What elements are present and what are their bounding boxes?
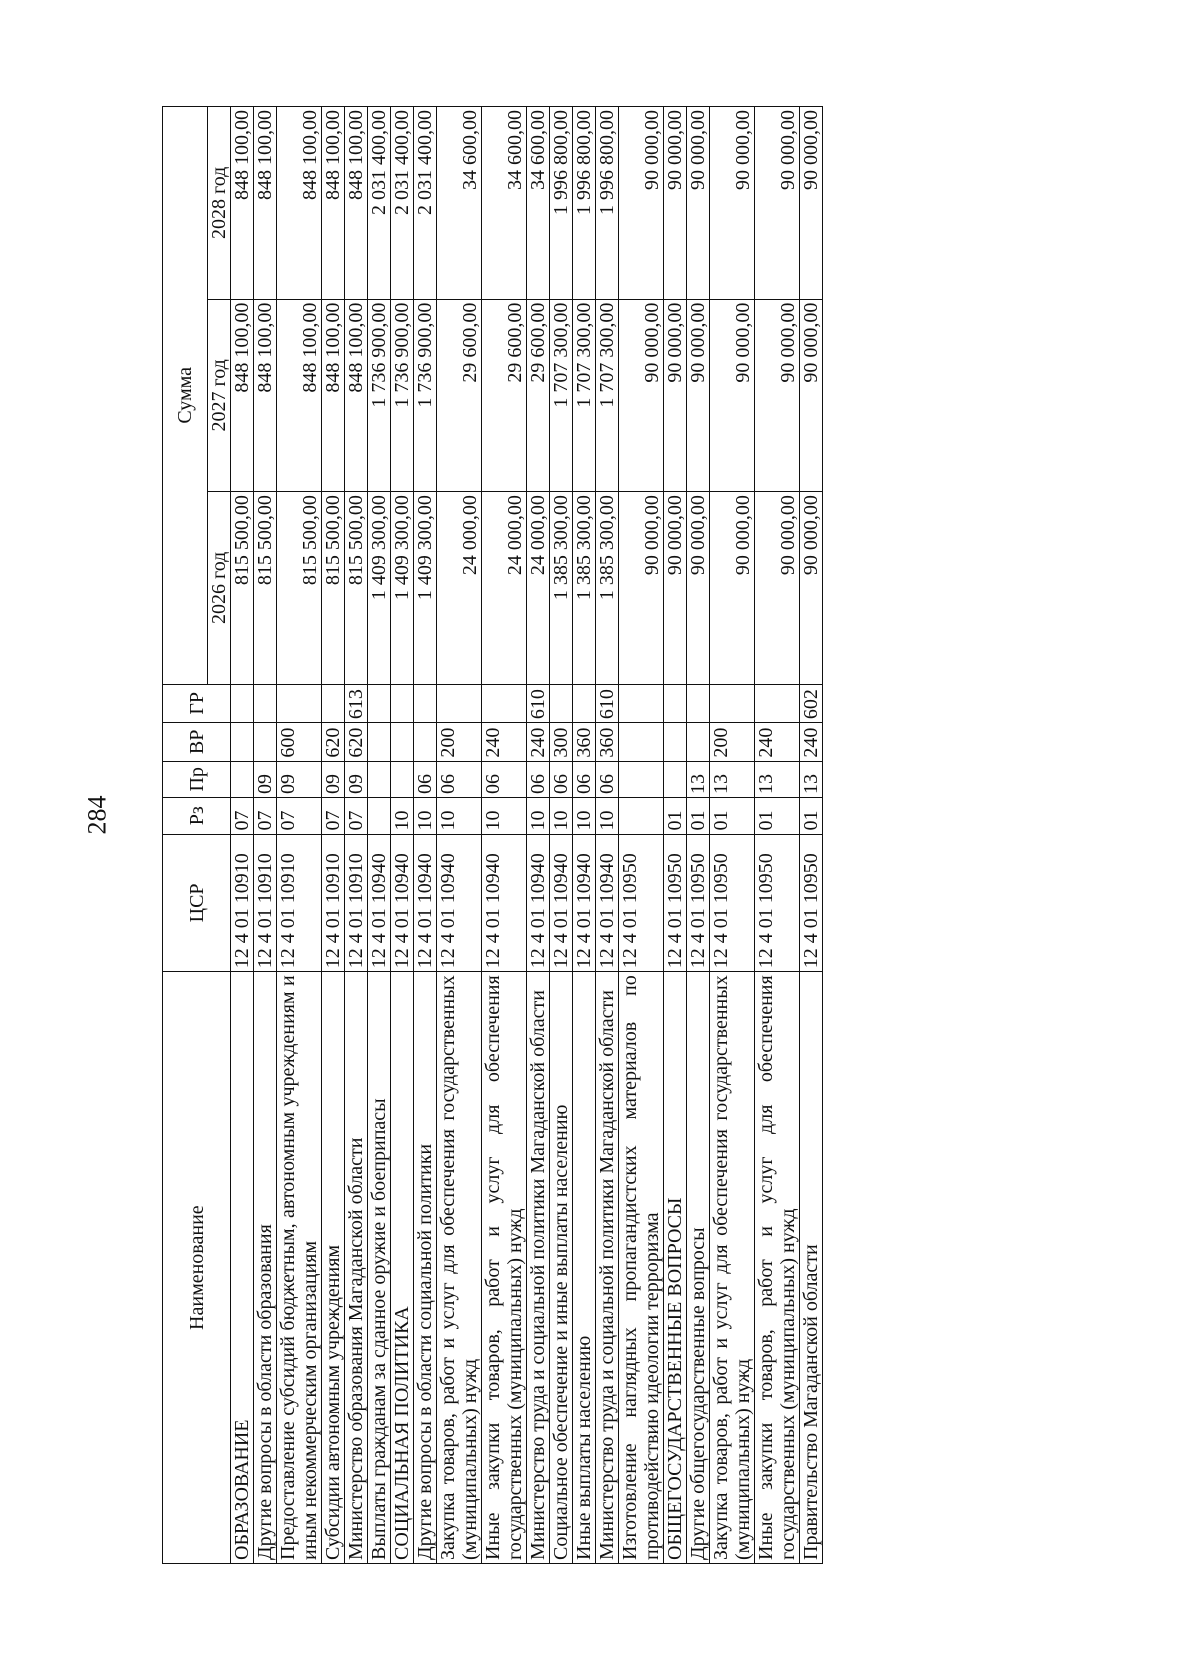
cell-csr: 12 4 01 10950 (755, 834, 800, 972)
cell-2028: 848 100,00 (231, 107, 254, 300)
cell-vr: 240 (482, 723, 527, 762)
cell-csr: 12 4 01 10910 (322, 834, 345, 972)
cell-rz: 01 (755, 798, 800, 834)
cell-csr: 12 4 01 10950 (619, 834, 664, 972)
cell-vr: 600 (277, 723, 322, 762)
cell-vr: 240 (800, 723, 823, 762)
table-row (664, 107, 687, 1564)
cell-2026: 90 000,00 (710, 492, 755, 685)
cell-2027: 90 000,00 (710, 299, 755, 492)
cell-2026: 90 000,00 (755, 492, 800, 685)
cell-vr (391, 723, 414, 762)
header-rz: Рз (163, 798, 231, 834)
cell-gr: 602 (800, 684, 823, 723)
table-row (482, 107, 527, 1564)
cell-name: Иные закупки товаров, работ и услуг для обеспечения государственных (муниципальных) нужд (482, 972, 527, 1564)
table-row (755, 107, 800, 1564)
cell-name: ОБЩЕГОСУДАРСТВЕННЫЕ ВОПРОСЫ (664, 972, 687, 1564)
cell-rz: 10 (550, 798, 573, 834)
header-year-2027: 2027 год (208, 299, 231, 492)
cell-csr: 12 4 01 10940 (482, 834, 527, 972)
cell-gr (254, 684, 277, 723)
cell-vr (414, 723, 437, 762)
cell-vr: 620 (345, 723, 368, 762)
cell-pr: 06 (414, 761, 437, 797)
cell-name: СОЦИАЛЬНАЯ ПОЛИТИКА (391, 972, 414, 1564)
cell-rz: 10 (482, 798, 527, 834)
cell-rz: 07 (231, 798, 254, 834)
cell-2027: 1 736 900,00 (391, 299, 414, 492)
cell-vr: 240 (755, 723, 800, 762)
cell-2027: 848 100,00 (322, 299, 345, 492)
cell-gr: 613 (345, 684, 368, 723)
cell-gr (710, 684, 755, 723)
cell-name: Иные закупки товаров, работ и услуг для обеспечения государственных (муниципальных) нужд (755, 972, 800, 1564)
table-row (414, 107, 437, 1564)
cell-name: Предоставление субсидий бюджетным, автономным учреждениям и иным некоммерческим организациям (277, 972, 322, 1564)
cell-name: Социальное обеспечение и иные выплаты населению (550, 972, 573, 1564)
cell-name: Изготовление наглядных пропагандистских материалов по противодействию идеологии терроризма (619, 972, 664, 1564)
header-pr: Пр (163, 761, 231, 797)
cell-rz: 01 (664, 798, 687, 834)
cell-vr: 360 (573, 723, 596, 762)
cell-2027: 29 600,00 (482, 299, 527, 492)
cell-csr: 12 4 01 10940 (368, 834, 391, 972)
cell-name: Другие общегосударственные вопросы (687, 972, 710, 1564)
cell-pr: 06 (437, 761, 482, 797)
header-year-2028: 2028 год (208, 107, 231, 300)
cell-2027: 1 707 300,00 (596, 299, 619, 492)
cell-2028: 34 600,00 (527, 107, 550, 300)
cell-2026: 90 000,00 (619, 492, 664, 685)
cell-gr (277, 684, 322, 723)
cell-2028: 34 600,00 (437, 107, 482, 300)
cell-vr: 200 (710, 723, 755, 762)
cell-2028: 848 100,00 (322, 107, 345, 300)
cell-csr: 12 4 01 10940 (596, 834, 619, 972)
cell-name: Закупка товаров, работ и услуг для обеспечения государственных (муниципальных) нужд (710, 972, 755, 1564)
cell-2028: 2 031 400,00 (391, 107, 414, 300)
cell-rz: 10 (414, 798, 437, 834)
cell-2026: 1 409 300,00 (414, 492, 437, 685)
cell-2028: 90 000,00 (755, 107, 800, 300)
cell-name: Другие вопросы в области социальной политики (414, 972, 437, 1564)
cell-name: Министерство труда и социальной политики Магаданской области (527, 972, 550, 1564)
cell-2028: 34 600,00 (482, 107, 527, 300)
cell-rz: 10 (527, 798, 550, 834)
cell-vr (687, 723, 710, 762)
cell-pr: 06 (573, 761, 596, 797)
header-gr: ГР (163, 684, 231, 723)
cell-csr: 12 4 01 10940 (550, 834, 573, 972)
table-row (687, 107, 710, 1564)
table-row (527, 107, 550, 1564)
cell-gr: 610 (527, 684, 550, 723)
cell-csr: 12 4 01 10910 (254, 834, 277, 972)
cell-2026: 90 000,00 (800, 492, 823, 685)
cell-rz: 10 (573, 798, 596, 834)
cell-vr (368, 723, 391, 762)
page-number: 284 (82, 795, 112, 835)
table-row (345, 107, 368, 1564)
table-row (573, 107, 596, 1564)
cell-rz: 01 (687, 798, 710, 834)
cell-vr: 200 (437, 723, 482, 762)
budget-table (162, 106, 823, 1564)
table-row (550, 107, 573, 1564)
cell-rz: 07 (254, 798, 277, 834)
cell-rz (619, 798, 664, 834)
cell-2027: 90 000,00 (687, 299, 710, 492)
cell-gr (437, 684, 482, 723)
cell-2026: 815 500,00 (322, 492, 345, 685)
header-vr: ВР (163, 723, 231, 762)
cell-name: Правительство Магаданской области (800, 972, 823, 1564)
cell-2028: 1 996 800,00 (550, 107, 573, 300)
table-row (368, 107, 391, 1564)
cell-name: Выплаты гражданам за сданное оружие и боеприпасы (368, 972, 391, 1564)
cell-name: Министерство труда и социальной политики Магаданской области (596, 972, 619, 1564)
cell-2026: 90 000,00 (687, 492, 710, 685)
cell-pr (664, 761, 687, 797)
cell-gr (687, 684, 710, 723)
cell-rz: 07 (277, 798, 322, 834)
cell-rz: 07 (345, 798, 368, 834)
cell-2027: 1 736 900,00 (414, 299, 437, 492)
cell-2028: 90 000,00 (619, 107, 664, 300)
cell-gr (573, 684, 596, 723)
table-row (710, 107, 755, 1564)
cell-vr: 300 (550, 723, 573, 762)
cell-2026: 815 500,00 (277, 492, 322, 685)
cell-2028: 848 100,00 (345, 107, 368, 300)
cell-2026: 24 000,00 (437, 492, 482, 685)
cell-name: Закупка товаров, работ и услуг для обеспечения государственных (муниципальных) нужд (437, 972, 482, 1564)
cell-2028: 848 100,00 (254, 107, 277, 300)
cell-vr (619, 723, 664, 762)
table-row (277, 107, 322, 1564)
cell-2027: 90 000,00 (755, 299, 800, 492)
cell-pr: 09 (277, 761, 322, 797)
cell-csr: 12 4 01 10950 (710, 834, 755, 972)
cell-pr: 09 (345, 761, 368, 797)
cell-rz: 01 (710, 798, 755, 834)
table-row (254, 107, 277, 1564)
cell-2028: 90 000,00 (710, 107, 755, 300)
cell-vr (664, 723, 687, 762)
cell-gr (391, 684, 414, 723)
table-row (619, 107, 664, 1564)
cell-vr: 240 (527, 723, 550, 762)
cell-2027: 90 000,00 (619, 299, 664, 492)
cell-2026: 24 000,00 (482, 492, 527, 685)
cell-rz: 10 (437, 798, 482, 834)
cell-2026: 1 385 300,00 (596, 492, 619, 685)
cell-csr: 12 4 01 10950 (664, 834, 687, 972)
cell-2026: 1 385 300,00 (550, 492, 573, 685)
cell-2027: 29 600,00 (437, 299, 482, 492)
cell-rz (368, 798, 391, 834)
cell-2028: 90 000,00 (800, 107, 823, 300)
cell-pr: 13 (710, 761, 755, 797)
cell-rz: 07 (322, 798, 345, 834)
rotated-table-container (162, 106, 992, 1564)
cell-rz: 01 (800, 798, 823, 834)
cell-gr (550, 684, 573, 723)
table-row (437, 107, 482, 1564)
cell-2027: 1 707 300,00 (573, 299, 596, 492)
cell-csr: 12 4 01 10940 (391, 834, 414, 972)
cell-pr: 06 (550, 761, 573, 797)
cell-2027: 848 100,00 (345, 299, 368, 492)
header-sum: Сумма (163, 107, 208, 685)
cell-csr: 12 4 01 10910 (345, 834, 368, 972)
cell-csr: 12 4 01 10910 (231, 834, 254, 972)
cell-2027: 848 100,00 (254, 299, 277, 492)
cell-name: Иные выплаты населению (573, 972, 596, 1564)
cell-2026: 815 500,00 (345, 492, 368, 685)
cell-name: Другие вопросы в области образования (254, 972, 277, 1564)
cell-2027: 1 736 900,00 (368, 299, 391, 492)
cell-pr: 09 (322, 761, 345, 797)
cell-2028: 90 000,00 (687, 107, 710, 300)
cell-pr (368, 761, 391, 797)
cell-gr (414, 684, 437, 723)
cell-gr (482, 684, 527, 723)
cell-vr (254, 723, 277, 762)
table-row (800, 107, 823, 1564)
cell-name: ОБРАЗОВАНИЕ (231, 972, 254, 1564)
cell-2028: 848 100,00 (277, 107, 322, 300)
header-year-2026: 2026 год (208, 492, 231, 685)
cell-pr: 06 (482, 761, 527, 797)
table-body (231, 107, 823, 1564)
cell-name: Министерство образования Магаданской области (345, 972, 368, 1564)
cell-2027: 29 600,00 (527, 299, 550, 492)
cell-2028: 2 031 400,00 (368, 107, 391, 300)
cell-pr: 13 (687, 761, 710, 797)
cell-gr (619, 684, 664, 723)
cell-pr (231, 761, 254, 797)
cell-2026: 1 385 300,00 (573, 492, 596, 685)
cell-pr: 09 (254, 761, 277, 797)
cell-csr: 12 4 01 10950 (800, 834, 823, 972)
cell-gr (368, 684, 391, 723)
table-row (231, 107, 254, 1564)
cell-csr: 12 4 01 10950 (687, 834, 710, 972)
cell-pr (619, 761, 664, 797)
cell-pr (391, 761, 414, 797)
cell-2026: 815 500,00 (254, 492, 277, 685)
cell-2027: 90 000,00 (664, 299, 687, 492)
cell-2027: 1 707 300,00 (550, 299, 573, 492)
cell-2026: 90 000,00 (664, 492, 687, 685)
cell-rz: 10 (596, 798, 619, 834)
cell-pr: 13 (800, 761, 823, 797)
cell-pr: 13 (755, 761, 800, 797)
cell-pr: 06 (596, 761, 619, 797)
cell-csr: 12 4 01 10940 (414, 834, 437, 972)
cell-csr: 12 4 01 10940 (437, 834, 482, 972)
cell-name: Субсидии автономным учреждениям (322, 972, 345, 1564)
cell-2028: 90 000,00 (664, 107, 687, 300)
cell-gr: 610 (596, 684, 619, 723)
cell-2028: 1 996 800,00 (573, 107, 596, 300)
cell-rz: 10 (391, 798, 414, 834)
cell-csr: 12 4 01 10910 (277, 834, 322, 972)
table-row (322, 107, 345, 1564)
cell-2026: 1 409 300,00 (368, 492, 391, 685)
cell-2027: 848 100,00 (277, 299, 322, 492)
cell-gr (231, 684, 254, 723)
cell-csr: 12 4 01 10940 (573, 834, 596, 972)
cell-csr: 12 4 01 10940 (527, 834, 550, 972)
cell-2027: 848 100,00 (231, 299, 254, 492)
cell-2026: 815 500,00 (231, 492, 254, 685)
cell-pr: 06 (527, 761, 550, 797)
cell-2028: 1 996 800,00 (596, 107, 619, 300)
cell-gr (755, 684, 800, 723)
header-name: Наименование (163, 972, 231, 1564)
cell-2026: 1 409 300,00 (391, 492, 414, 685)
cell-gr (664, 684, 687, 723)
cell-2028: 2 031 400,00 (414, 107, 437, 300)
cell-vr (231, 723, 254, 762)
table-row (391, 107, 414, 1564)
cell-gr (322, 684, 345, 723)
table-header (163, 107, 231, 1564)
cell-vr: 620 (322, 723, 345, 762)
header-csr: ЦСР (163, 834, 231, 972)
cell-vr: 360 (596, 723, 619, 762)
cell-2026: 24 000,00 (527, 492, 550, 685)
table-row (596, 107, 619, 1564)
cell-2027: 90 000,00 (800, 299, 823, 492)
